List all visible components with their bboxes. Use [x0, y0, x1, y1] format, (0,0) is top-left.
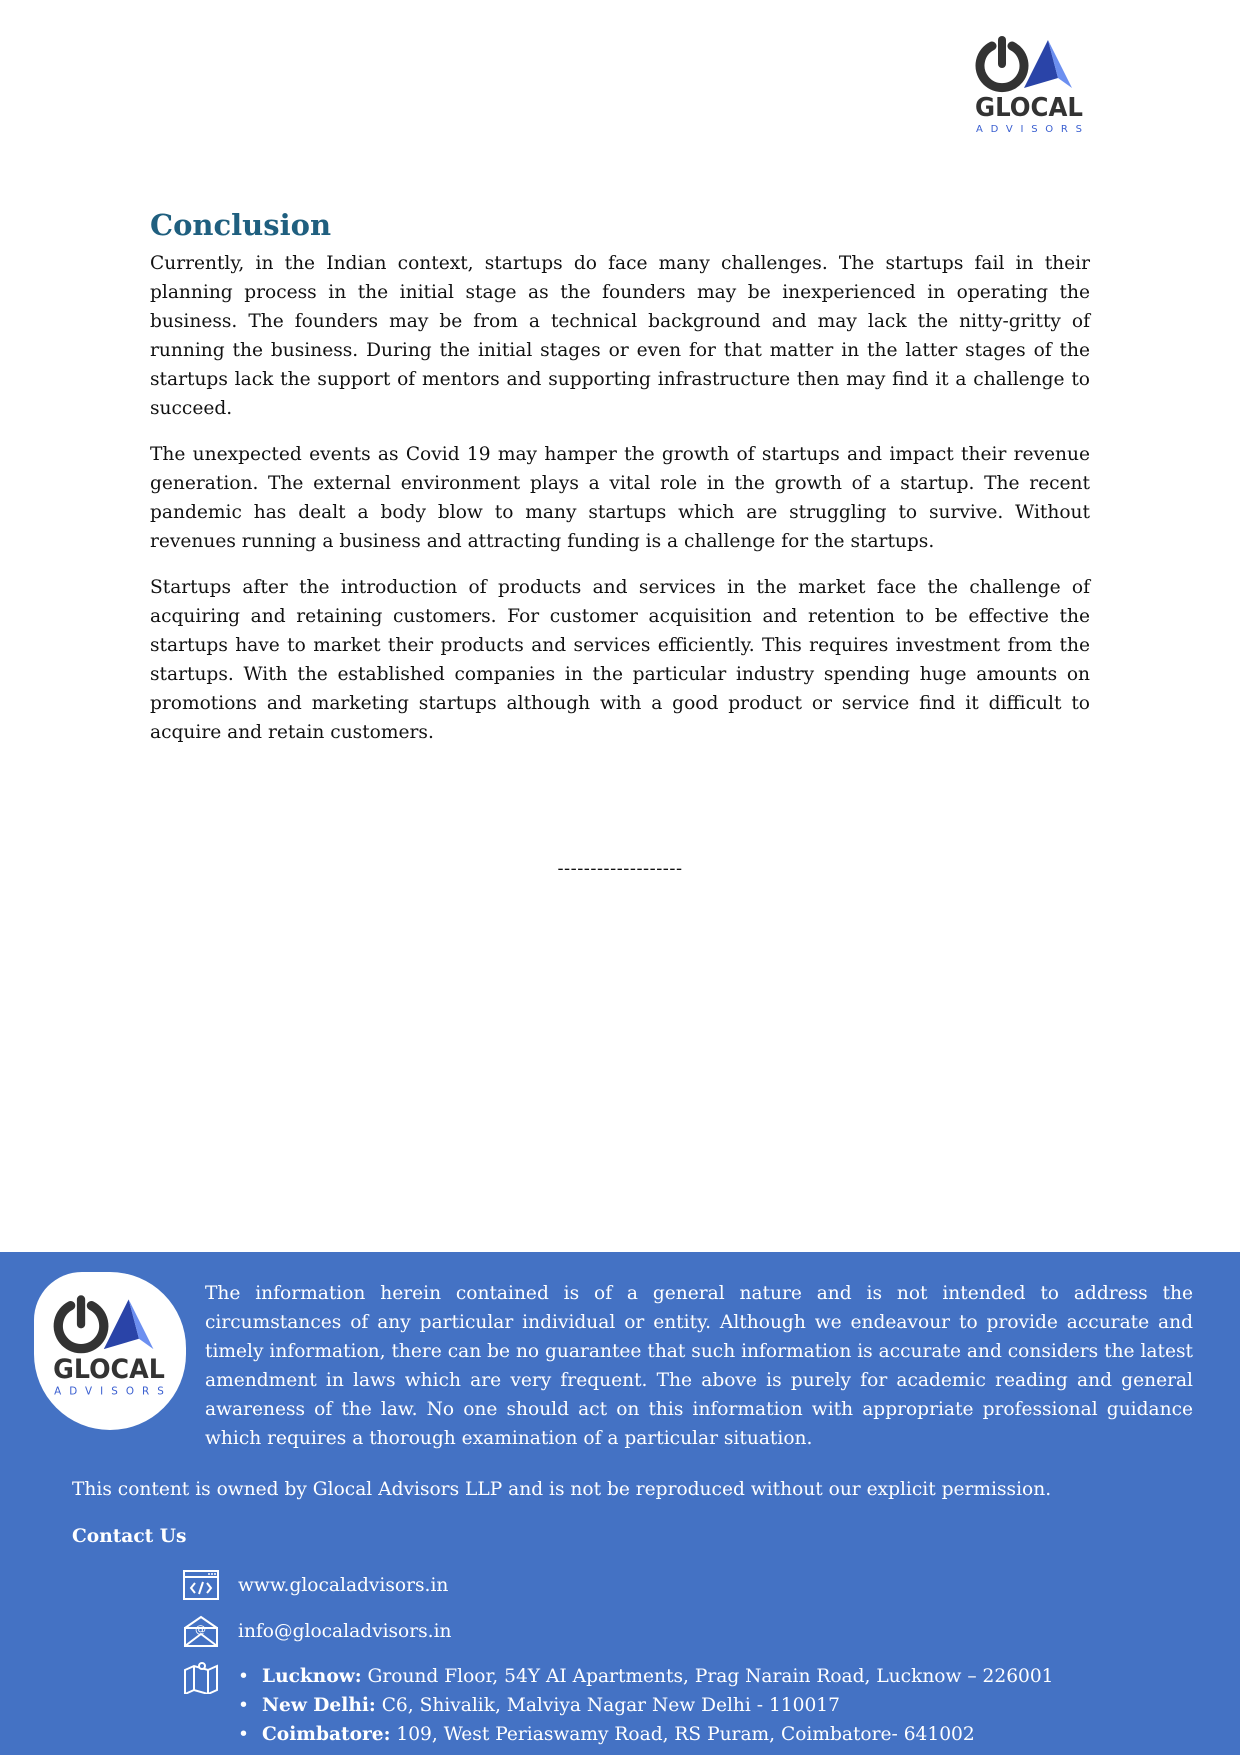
- email-contact: [182, 1614, 452, 1648]
- section-heading: Conclusion: [150, 208, 332, 242]
- contact-us-heading: Contact Us: [72, 1526, 187, 1547]
- email-link[interactable]: info@glocaladvisors.in: [238, 1620, 452, 1642]
- office-address: C6, Shivalik, Malviya Nagar New Delhi - 110017: [381, 1695, 840, 1716]
- disclaimer-text: The information herein contained is of a general nature and is not intended to address the circumstances of any particular individual or entity. Although we endeavour to provide accurate and timely information, there can be no guarantee that such information is accurate and considers the latest amendment in laws which are very frequent. The above is purely for academic reading and general awareness of the law. No one should act on this information with appropriate professional guidance which requires a thorough examination of a particular situation.: [205, 1283, 1193, 1449]
- glocal-advisors-logo: [972, 36, 1088, 136]
- office-city: New Delhi:: [262, 1695, 376, 1716]
- ownership-notice: This content is owned by Glocal Advisors LLP and is not be reproduced without our explicit permission.: [72, 1479, 1052, 1500]
- svg-text:@: @: [195, 1623, 206, 1636]
- list-item: • New Delhi: C6, Shivalik, Malviya Nagar New Delhi - 110017: [238, 1695, 840, 1716]
- office-city: Lucknow:: [262, 1666, 362, 1687]
- office-address: Ground Floor, 54Y AI Apartments, Prag Narain Road, Lucknow – 226001: [367, 1666, 1054, 1687]
- logo-name: GLOCAL: [53, 1354, 165, 1386]
- website-contact: [182, 1568, 448, 1602]
- conclusion-section: [150, 208, 1090, 764]
- glocal-advisors-logo: [50, 1294, 170, 1400]
- logo-tagline: ADVISORS: [54, 1385, 164, 1398]
- email-envelope-icon: [182, 1614, 220, 1648]
- office-address: 109, West Periaswamy Road, RS Puram, Coimbatore- 641002: [396, 1724, 975, 1745]
- end-divider: -------------------: [557, 858, 683, 879]
- address-contact: [182, 1662, 1054, 1749]
- office-address-list: [238, 1662, 1054, 1749]
- website-link[interactable]: www.glocaladvisors.in: [238, 1574, 449, 1596]
- list-item: • Lucknow: Ground Floor, 54Y AI Apartments, Prag Narain Road, Lucknow – 226001: [238, 1666, 1054, 1687]
- web-code-icon: [182, 1568, 220, 1602]
- office-city: Coimbatore:: [262, 1724, 391, 1745]
- paragraph: Startups after the introduction of products and services in the market face the challenge of acquiring and retaining customers. For customer acquisition and retention to be effective the startups have to market their products and services efficiently. This requires investment from the startups. With the established companies in the particular industry spending huge amounts on promotions and marketing startups although with a good product or service find it difficult to acquire and retain customers.: [150, 576, 1090, 743]
- paragraph: The unexpected events as Covid 19 may hamper the growth of startups and impact their revenue generation. The external environment plays a vital role in the growth of a startup. The recent pandemic has dealt a body blow to many startups which are struggling to survive. Without revenues running a business and attracting funding is a challenge for the startups.: [150, 443, 1090, 552]
- map-icon: [182, 1660, 220, 1694]
- footer: [0, 1252, 1240, 1755]
- list-item: • Coimbatore: 109, West Periaswamy Road, RS Puram, Coimbatore- 641002: [238, 1724, 975, 1745]
- paragraph: Currently, in the Indian context, startups do face many challenges. The startups fail in their planning process in the initial stage as the founders may be inexperienced in operating the business. The founders may be from a technical background and may lack the nitty-gritty of running the business. During the initial stages or even for that matter in the latter stages of the startups lack the support of mentors and supporting infrastructure then may find it a challenge to succeed.: [150, 252, 1090, 419]
- logo-name: GLOCAL: [975, 93, 1083, 123]
- footer-logo-badge: [34, 1272, 186, 1430]
- logo-tagline: ADVISORS: [976, 124, 1082, 135]
